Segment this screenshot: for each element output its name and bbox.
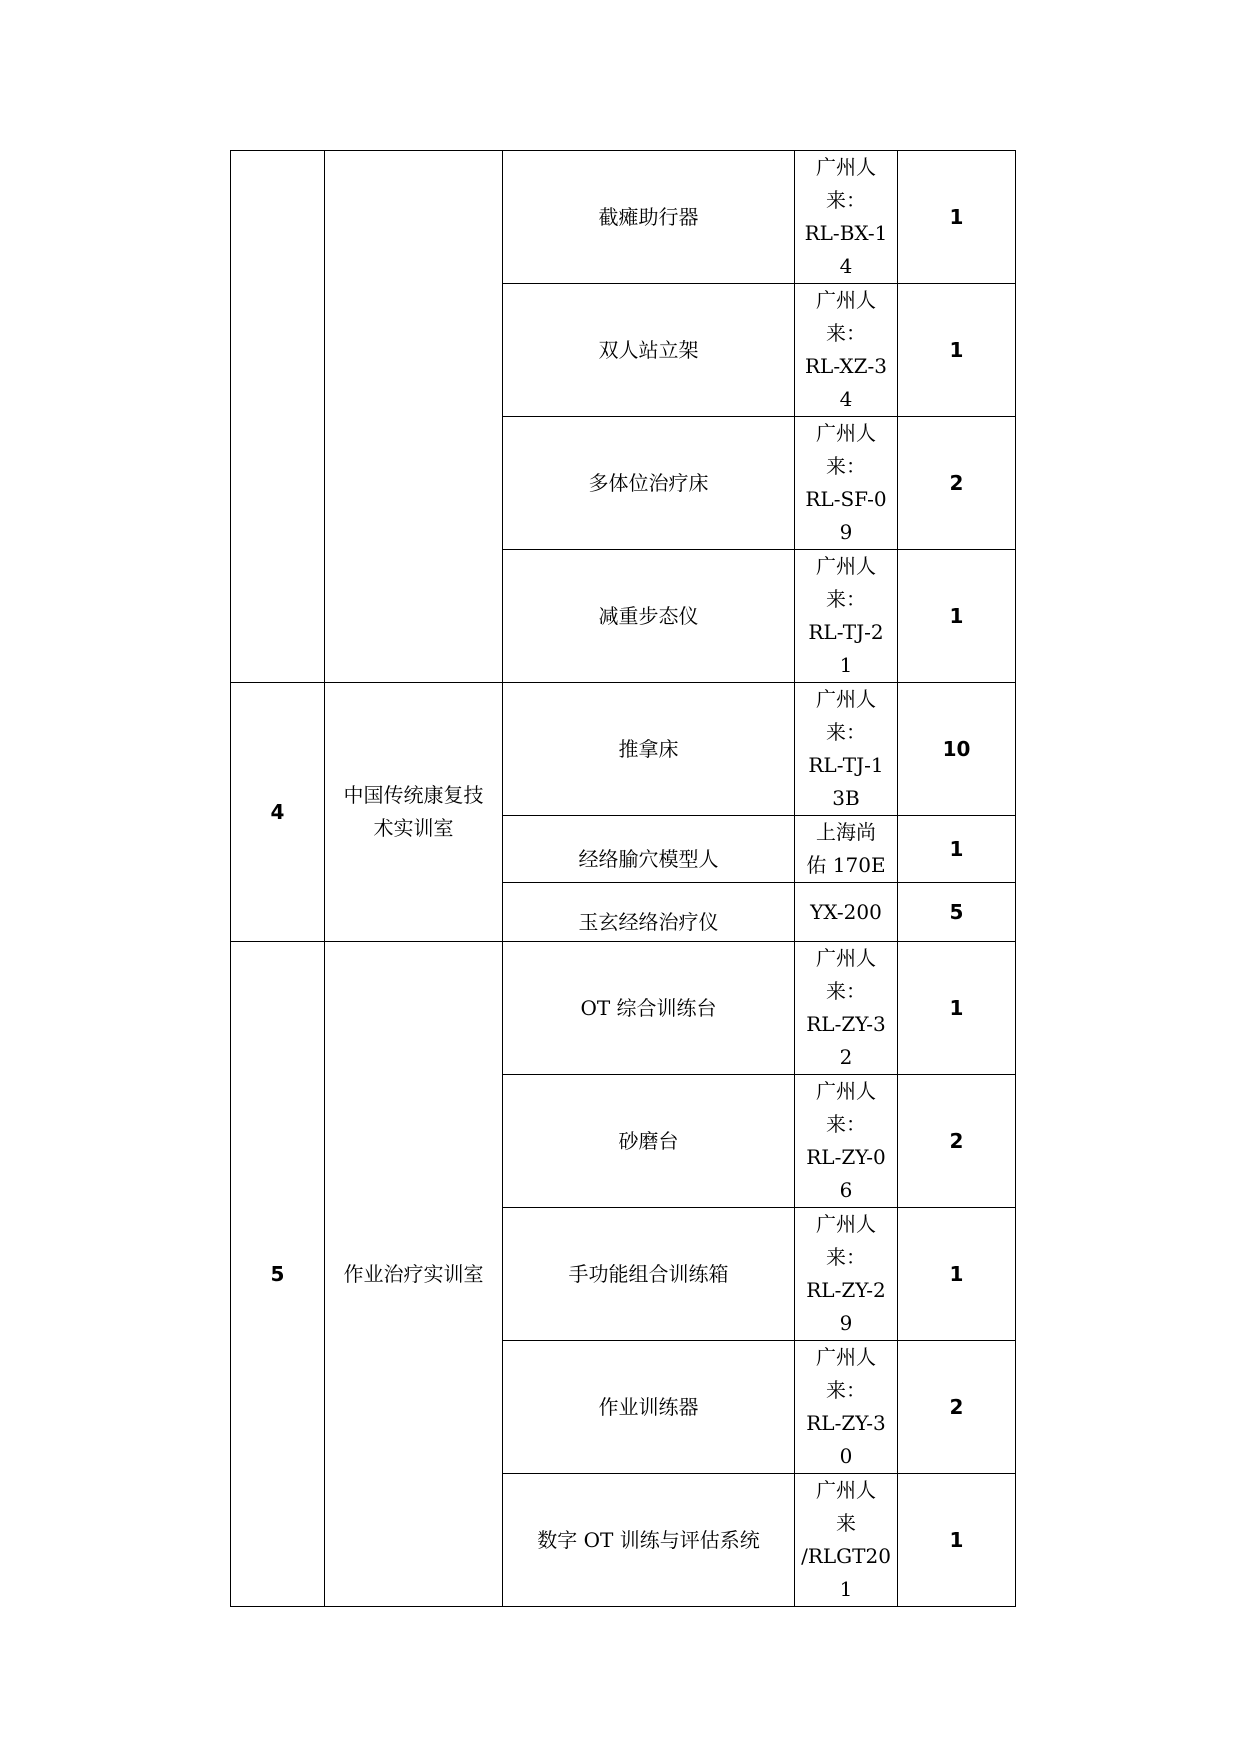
room-cell: 中国传统康复技 术实训室 (325, 683, 503, 942)
quantity-cell: 2 (898, 417, 1016, 550)
quantity-cell: 1 (898, 284, 1016, 417)
quantity-cell: 1 (898, 1208, 1016, 1341)
seq-cell (231, 151, 325, 683)
equipment-table (230, 150, 1016, 1607)
equipment-name: OT 综合训练台 (503, 942, 795, 1075)
equipment-name: 减重步态仪 (503, 550, 795, 683)
model-cell: YX-200 (795, 883, 898, 942)
model-cell: 广州人 来： RL-ZY-0 6 (795, 1075, 898, 1208)
equipment-name: 手功能组合训练箱 (503, 1208, 795, 1341)
room-cell: 作业治疗实训室 (325, 942, 503, 1607)
table-row (231, 683, 1016, 816)
model-cell: 广州人 来： RL-ZY-3 2 (795, 942, 898, 1075)
equipment-name: 推拿床 (503, 683, 795, 816)
equipment-name: 截瘫助行器 (503, 151, 795, 284)
quantity-cell: 1 (898, 942, 1016, 1075)
room-cell (325, 151, 503, 683)
model-cell: 广州人 来： RL-TJ-1 3B (795, 683, 898, 816)
table-row (231, 942, 1016, 1075)
quantity-cell: 1 (898, 1474, 1016, 1607)
equipment-name: 经络腧穴模型人 (503, 816, 795, 883)
seq-cell: 4 (231, 683, 325, 942)
table-row (231, 151, 1016, 284)
model-cell: 广州人 来： RL-ZY-2 9 (795, 1208, 898, 1341)
quantity-cell: 1 (898, 816, 1016, 883)
quantity-cell: 5 (898, 883, 1016, 942)
model-cell: 广州人 来： RL-XZ-3 4 (795, 284, 898, 417)
equipment-name: 双人站立架 (503, 284, 795, 417)
equipment-name: 多体位治疗床 (503, 417, 795, 550)
model-cell: 上海尚 佑 170E (795, 816, 898, 883)
quantity-cell: 2 (898, 1341, 1016, 1474)
model-cell: 广州人 来： RL-BX-1 4 (795, 151, 898, 284)
model-cell: 广州人 来： RL-TJ-2 1 (795, 550, 898, 683)
equipment-name: 作业训练器 (503, 1341, 795, 1474)
model-cell: 广州人 来： RL-ZY-3 0 (795, 1341, 898, 1474)
quantity-cell: 2 (898, 1075, 1016, 1208)
equipment-name: 玉玄经络治疗仪 (503, 883, 795, 942)
quantity-cell: 1 (898, 550, 1016, 683)
equipment-name: 砂磨台 (503, 1075, 795, 1208)
model-cell: 广州人 来 /RLGT20 1 (795, 1474, 898, 1607)
equipment-name: 数字 OT 训练与评估系统 (503, 1474, 795, 1607)
seq-cell: 5 (231, 942, 325, 1607)
quantity-cell: 10 (898, 683, 1016, 816)
quantity-cell: 1 (898, 151, 1016, 284)
model-cell: 广州人 来： RL-SF-0 9 (795, 417, 898, 550)
